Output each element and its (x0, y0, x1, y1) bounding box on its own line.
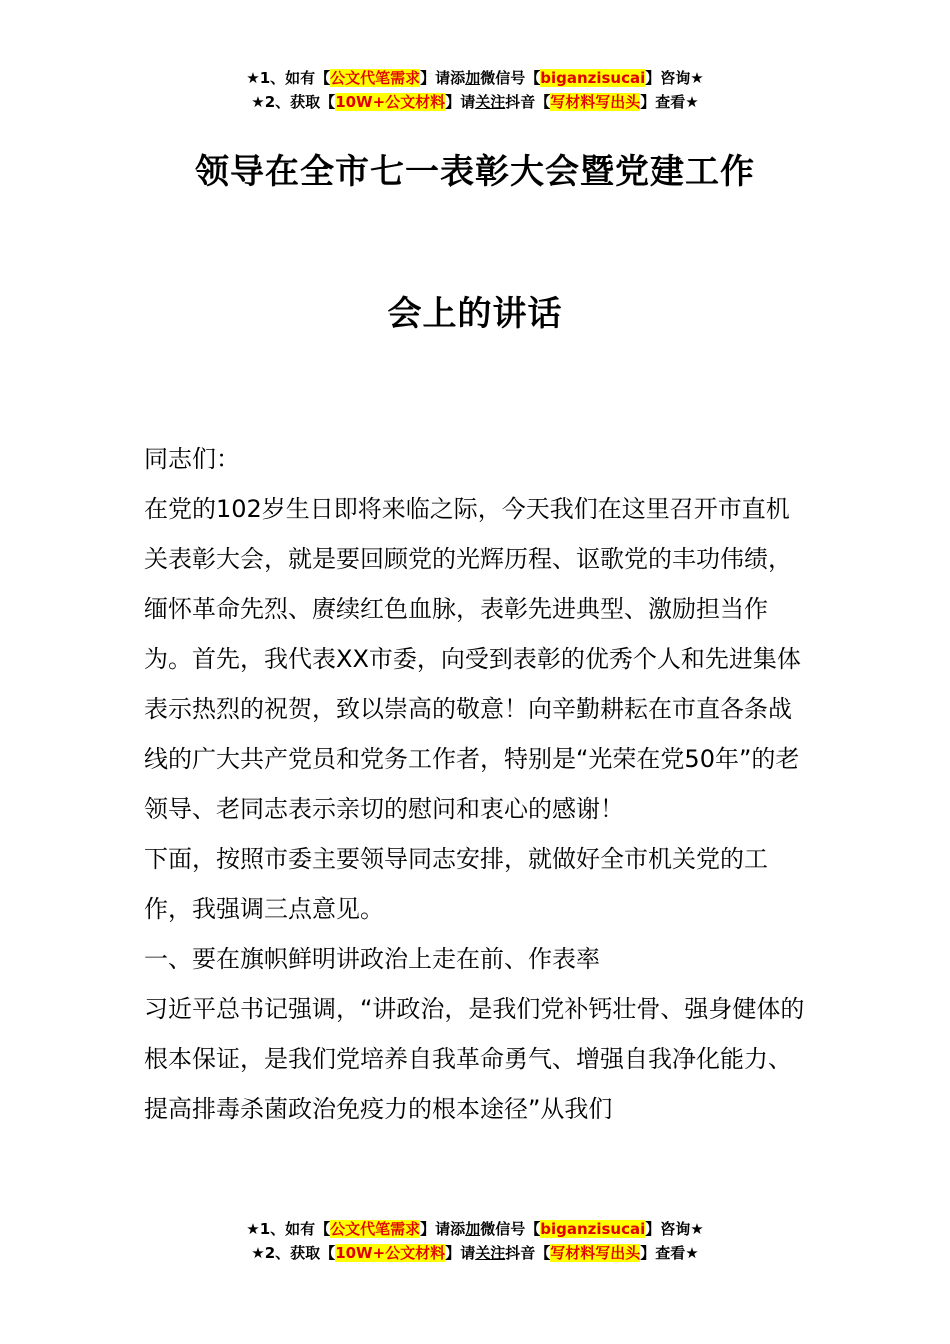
promo-text: ★1、如有【 (246, 69, 331, 87)
promo-highlight: biganzisucai (540, 1220, 646, 1238)
promo-highlight: biganzisucai (540, 69, 646, 87)
salutation: 同志们： (144, 445, 240, 473)
promo-text: 抖音【 (505, 93, 551, 111)
top-promo-banner (0, 66, 950, 114)
document-body (144, 434, 810, 1134)
promo-text: ★2、获取【 (251, 1244, 336, 1262)
promo-text: 】请 (445, 93, 476, 111)
promo-highlight: 10W+公文材料 (335, 93, 446, 111)
promo-text: 】查看★ (640, 93, 699, 111)
promo-emphasis: 关注 (475, 1244, 506, 1262)
promo-highlight: 公文代笔需求 (330, 69, 421, 87)
promo-line-2 (0, 1241, 950, 1265)
promo-text: 微信号【 (480, 1220, 541, 1238)
promo-text: 】请添 (420, 69, 466, 87)
promo-text: ★2、获取【 (251, 93, 336, 111)
promo-text: 】咨询★ (645, 69, 704, 87)
promo-line-2 (0, 90, 950, 114)
section-heading: 一、要在旗帜鲜明讲政治上走在前、作表率 (144, 945, 600, 973)
promo-highlight: 写材料写出头 (550, 93, 641, 111)
promo-emphasis: 关注 (475, 93, 506, 111)
body-paragraph: 下面，按照市委主要领导同志安排，就做好全市机关党的工作，我强调三点意见。 (144, 845, 768, 923)
promo-text: ★1、如有【 (246, 1220, 331, 1238)
bottom-promo-banner (0, 1217, 950, 1265)
body-paragraph: 习近平总书记强调，“讲政治，是我们党补钙壮骨、强身健体的根本保证，是我们党培养自我革命勇气、增强自我净化能力、提高排毒杀菌政治免疫力的根本途径”从我们 (144, 995, 805, 1123)
promo-text: 】查看★ (640, 1244, 699, 1262)
document-title-line-2: 会上的讲话 (387, 294, 563, 334)
promo-line-1 (0, 66, 950, 90)
promo-emphasis: 加 (465, 69, 481, 87)
document-title-line-1: 领导在全市七一表彰大会暨党建工作 (195, 152, 755, 192)
promo-highlight: 10W+公文材料 (335, 1244, 446, 1262)
promo-text: 抖音【 (505, 1244, 551, 1262)
promo-text: 】咨询★ (645, 1220, 704, 1238)
promo-highlight: 公文代笔需求 (330, 1220, 421, 1238)
body-paragraph: 在党的102岁生日即将来临之际，今天我们在这里召开市直机关表彰大会，就是要回顾党的光辉历程、讴歌党的丰功伟绩，缅怀革命先烈、赓续红色血脉，表彰先进典型、激励担当作为。首先，我代表XX市委，向受到表彰的优秀个人和先进集体表示热烈的祝贺，致以崇高的敬意！向辛勤耕耘在市直各条战线的广大共产党员和党务工作者，特别是“光荣在党50年”的老领导、老同志表示亲切的慰问和衷心的感谢！ (144, 495, 801, 823)
promo-text: 微信号【 (480, 69, 541, 87)
promo-text: 】请添 (420, 1220, 466, 1238)
promo-emphasis: 加 (465, 1220, 481, 1238)
promo-text: 】请 (445, 1244, 476, 1262)
promo-highlight: 写材料写出头 (550, 1244, 641, 1262)
promo-line-1 (0, 1217, 950, 1241)
